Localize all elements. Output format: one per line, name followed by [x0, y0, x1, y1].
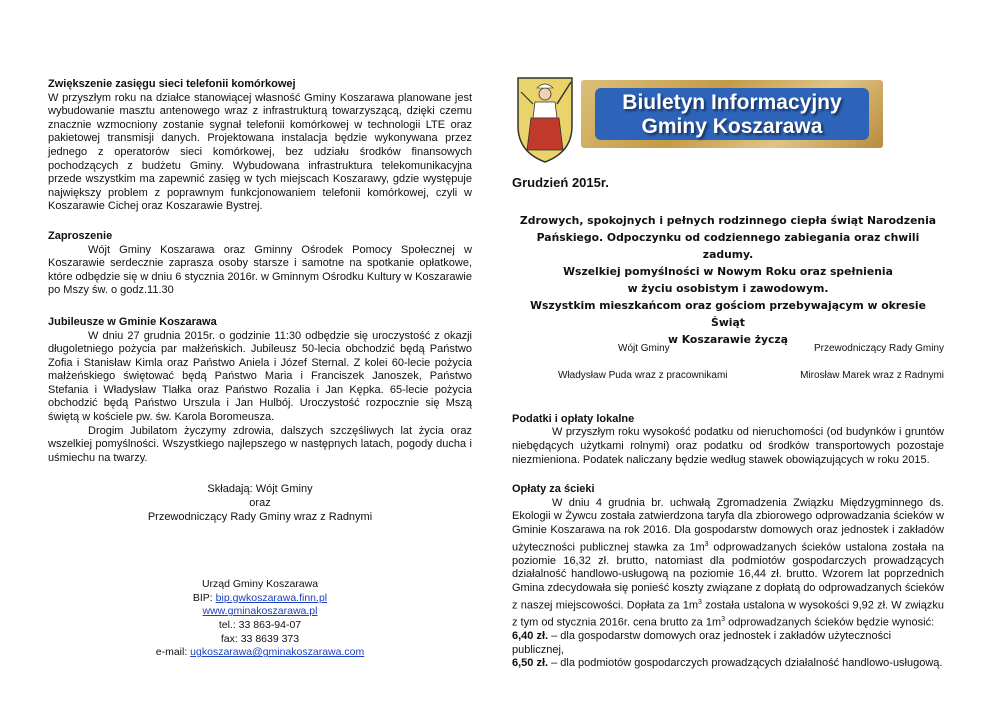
contact-email: e-mail: ugkoszarawa@gminakoszarawa.com: [155, 646, 365, 659]
wishes-line: Zdrowych, spokojnych i pełnych rodzinnego ciepła świąt Narodzenia: [519, 213, 937, 227]
contact-org: Urząd Gminy Koszarawa: [201, 578, 319, 591]
section-mobile-coverage: [48, 78, 472, 214]
signature-line: oraz: [249, 497, 271, 510]
contact-block: [48, 578, 472, 660]
wishes-line: Wszystkim mieszkańcom oraz gościom przebywającym w okresie Świąt: [530, 298, 926, 329]
contact-fax: fax: 33 8639 373: [220, 632, 300, 645]
signature-line: Składają: Wójt Gminy: [207, 483, 313, 496]
section-sewage-fees: [512, 483, 944, 671]
section-jubilees: [48, 316, 472, 466]
contact-www: [48, 605, 472, 619]
www-link[interactable]: www.gminakoszarawa.pl: [202, 605, 318, 618]
wishes-line: Wszelkiej pomyślności w Nowym Roku oraz spełnienia: [563, 264, 893, 278]
banner-plaque: [581, 80, 883, 148]
right-column: [512, 60, 944, 683]
section-invitation: [48, 230, 472, 298]
banner-title-line1: Biuletyn Informacyjny: [622, 91, 842, 114]
rate-business: 6,50 zł. – dla podmiotów gospodarczych prowadzących działalność handlowo-usługową.: [512, 657, 943, 670]
signature-names: [512, 369, 944, 383]
section-body: W dniu 4 grudnia br. uchwałą Zgromadzenia Związku Międzygminnego ds. Ekologii w Żywcu została zatwierdzona taryfa dla zbiorowego odprowadzania ścieków w Gminie Koszarawa na rok 2016. Dla gospodarstw domowych oraz jednostek i zakładów użyteczności publicznej stawka za $1m^3$ odprowadzanych ścieków ustalona została na poziomie 16,32 zł. brutto, natomiast dla podmiotów gospodarczych prowadzących działalność handlowo-usługową na poziomie 16,44 zł. brutto. Wzorem lat poprzednich Gmina zdecydowała się ponieść koszty związane z dopłatą do odprowadzanych ścieków z naszej miejscowości. Dopłata za $1m^3$ została ustalona w wysokości 9,92 zł. W związku z tym od stycznia 2016r. cena brutto za $1m^3$ odprowadzanych ścieków będzie wynosić:: [512, 496, 944, 629]
chairman-name: Mirosław Marek wraz z Radnymi: [800, 370, 944, 382]
signature-line: Przewodniczący Rady Gminy wraz z Radnymi: [147, 510, 373, 523]
section-heading: Podatki i opłaty lokalne: [512, 412, 635, 425]
wishes-line: w Koszarawie życzą: [668, 332, 788, 346]
wojt-name: Władysław Puda wraz z pracownikami: [558, 370, 728, 382]
wojt-title: Wójt Gminy: [618, 342, 670, 354]
signature-block: [48, 483, 472, 524]
rate-household: 6,40 zł. – dla gospodarstw domowych oraz jednostek i zakładów użyteczności publicznej,: [512, 630, 892, 656]
left-column: [48, 78, 472, 660]
wishes-line: w życiu osobistym i zawodowym.: [627, 281, 829, 295]
banner-title-line2: Gminy Koszarawa: [641, 115, 823, 138]
contact-tel: tel.: 33 863-94-07: [218, 619, 302, 631]
bulletin-banner: [515, 60, 944, 152]
wishes-line: Pańskiego. Odpoczynku od codziennego zabiegania oraz chwili zadumy.: [536, 230, 920, 261]
section-body: Drogim Jubilatom życzymy zdrowia, dalszych szczęśliwych lat życia oraz wszelkiej pomyślności. Wszystkiego najlepszego w następnych latach, pogody ducha i uśmiechu na twarzy.: [48, 424, 472, 464]
section-body: Wójt Gminy Koszarawa oraz Gminny Ośrodek Pomocy Społecznej w Koszarawie serdecznie zaprasza osoby starsze i samotne na spotkanie opłatkowe, które odbędzie się w dniu 6 stycznia 2016r. w Gminnym Ośrodku Kultury w Koszarawie po Mszy św. o godz.11.30: [48, 243, 472, 297]
section-heading: Opłaty za ścieki: [512, 483, 595, 496]
section-body: W przyszłym roku na działce stanowiącej własność Gminy Koszarawa planowane jest wybudowanie masztu antenowego wraz z infrastrukturą towarzyszącą, dzięki czemu znacznie wzmocniony zostanie sygnał telefonii komórkowej w technologii LTE oraz pakietowej transmisji danych. Projektowana instalacja będzie wykonywana przez jednego z operatorów sieci komórkowej, bez udziału środków finansowych pochodzących z budżetu Gminy. Wybudowana infrastruktura telekomunikacyjna przede wszystkim ma zapewnić zasięg w tych miejscach Koszarawy, gdzie występuje największy problem z poprawnym funkcjonowaniem telefonii komórkowej, czyli w Koszarawie Cichej oraz Koszarawie Bystrej.: [48, 91, 472, 213]
chairman-title: Przewodniczący Rady Gminy: [813, 342, 944, 354]
section-heading: Zwiększenie zasięgu sieci telefonii komórkowej: [48, 78, 296, 90]
section-body: W dniu 27 grudnia 2015r. o godzinie 11:30 odbędzie się uroczystość z okazji długoletniego pożycia par małżeńskich. Jubileusz 50-lecia obchodzić będą Państwo Zofia i Stanisław Kimla oraz Państwo Aniela i Józef Sternal. Z kolei 60-lecie pożycia małżeńskiego świętować będą Państwo Maria i Franciszek Janoszek, Państwo Stefania i Władysław Tlałka oraz Państwo Rozalia i Jan Kępka. 65-lecie pożycia obchodzić będą Państwo Urszula i Jan Hulbój. Uroczystość rozpocznie się Mszą świętą w kościele pw. św. Karola Boromeusza.: [48, 329, 472, 424]
section-heading: Jubileusze w Gminie Koszarawa: [48, 315, 217, 328]
section-local-taxes: [512, 413, 944, 467]
section-body: W przyszłym roku wysokość podatku od nieruchomości (od budynków i gruntów niebędących użytkami rolnymi) oraz podatku od środków transportowych pozostaje niezmieniona. Podatek naliczany będzie według stawek obowiązujących w roku 2015.: [512, 426, 944, 466]
bip-link[interactable]: bip.gwkoszarawa.finn.pl: [215, 591, 328, 604]
coat-of-arms-logo: [515, 74, 575, 164]
section-heading: Zaproszenie: [48, 229, 113, 242]
issue-date: Grudzień 2015r.: [512, 175, 609, 190]
email-link[interactable]: ugkoszarawa@gminakoszarawa.com: [190, 646, 365, 659]
contact-bip: BIP: bip.gwkoszarawa.finn.pl: [192, 591, 328, 604]
holiday-wishes: [512, 212, 944, 348]
